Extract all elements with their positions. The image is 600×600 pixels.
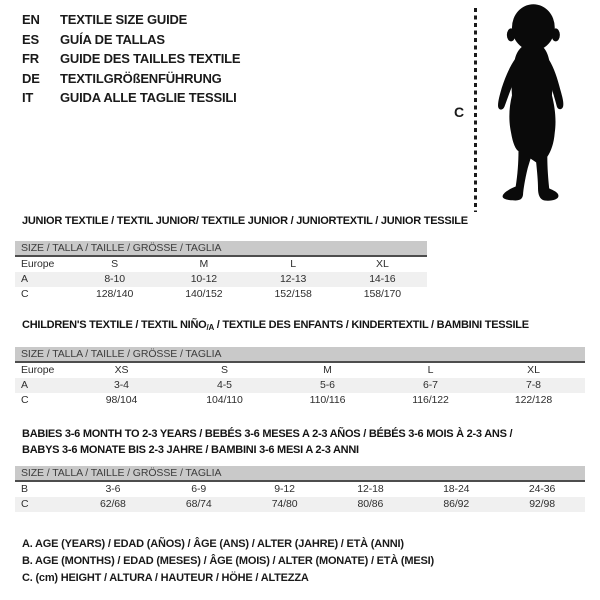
- language-title-block: [22, 10, 240, 108]
- table-cell: 68/74: [185, 498, 212, 510]
- height-measure-label: C: [454, 104, 465, 120]
- table-cell: 3-4: [114, 379, 129, 391]
- lang-title: GUIDE DES TAILLES TEXTILE: [60, 51, 241, 66]
- children-size-table: [15, 347, 585, 408]
- table-cell: 98/104: [105, 394, 138, 406]
- row-label: C: [21, 288, 29, 300]
- lang-code: IT: [22, 90, 34, 105]
- row-label: Europe: [21, 364, 55, 376]
- table-row: [15, 257, 427, 272]
- table-cell: 6-7: [423, 379, 438, 391]
- toddler-silhouette-svg: [485, 2, 578, 212]
- size-header-bar: SIZE / TALLA / TAILLE / GRÖSSE / TAGLIA: [15, 466, 585, 482]
- table-row: [15, 378, 585, 393]
- lang-row-es: [22, 30, 240, 50]
- table-cell: 128/140: [95, 288, 134, 300]
- table-cell: 5-6: [320, 379, 335, 391]
- table-row: [15, 393, 585, 408]
- table-cell: L: [427, 364, 434, 376]
- lang-title: GUIDA ALLE TAGLIE TESSILI: [60, 90, 237, 105]
- table-cell: M: [323, 364, 332, 376]
- footnote-a: A. AGE (YEARS) / EDAD (AÑOS) / ÂGE (ANS) / ALTER (JAHRE) / ETÀ (ANNI): [22, 538, 404, 550]
- junior-size-table: [15, 241, 427, 302]
- row-label: C: [21, 394, 29, 406]
- children-section-title: [22, 319, 529, 332]
- table-cell: 152/158: [274, 288, 312, 300]
- children-title-pre: CHILDREN'S TEXTILE / TEXTIL NIÑO: [22, 319, 207, 331]
- table-cell: 92/98: [529, 498, 555, 510]
- table-cell: M: [199, 258, 209, 270]
- table-cell: 3-6: [105, 483, 121, 495]
- table-cell: 12-13: [279, 273, 307, 285]
- table-cell: 158/170: [363, 288, 401, 300]
- lang-code: DE: [22, 70, 40, 86]
- table-cell: S: [221, 364, 228, 376]
- lang-row-de: [22, 69, 240, 89]
- table-cell: 6-9: [191, 483, 207, 495]
- table-cell: 110/116: [309, 394, 346, 406]
- table-cell: 86/92: [443, 498, 470, 510]
- table-cell: XL: [376, 258, 389, 270]
- height-measure-line: [474, 8, 477, 212]
- table-cell: 140/152: [185, 288, 223, 300]
- table-cell: 62/68: [100, 498, 126, 510]
- row-label: A: [21, 273, 28, 285]
- row-label: C: [21, 498, 29, 510]
- table-row: [15, 363, 585, 378]
- table-cell: 122/128: [514, 394, 553, 406]
- table-cell: S: [111, 258, 119, 270]
- children-title-sub: /A: [206, 323, 214, 332]
- table-cell: 12-18: [357, 483, 384, 495]
- row-label: B: [21, 483, 28, 495]
- table-row: [15, 272, 427, 287]
- table-cell: 116/122: [412, 394, 449, 406]
- table-cell: 80/86: [357, 498, 384, 510]
- table-row: [15, 287, 427, 302]
- table-cell: L: [290, 258, 296, 270]
- table-cell: XL: [527, 364, 540, 376]
- lang-code: EN: [22, 12, 40, 27]
- babies-size-table: [15, 466, 585, 512]
- lang-row-fr: [22, 49, 240, 69]
- table-cell: XS: [114, 364, 129, 376]
- row-label: A: [21, 379, 28, 391]
- size-header-bar: SIZE / TALLA / TAILLE / GRÖSSE / TAGLIA: [15, 241, 427, 257]
- table-cell: 7-8: [526, 379, 541, 391]
- size-header-bar: SIZE / TALLA / TAILLE / GRÖSSE / TAGLIA: [15, 347, 585, 363]
- children-title-post: / TEXTILE DES ENFANTS / KINDERTEXTIL / BAMBINI TESSILE: [213, 319, 529, 331]
- table-cell: 104/110: [206, 394, 243, 406]
- table-row: [15, 497, 585, 512]
- lang-title: TEXTILGRÖßENFÜHRUNG: [60, 70, 222, 86]
- table-cell: 18-24: [443, 483, 470, 495]
- table-row: [15, 482, 585, 497]
- table-cell: 24-36: [528, 483, 556, 495]
- table-cell: 14-16: [369, 273, 396, 285]
- lang-row-en: [22, 10, 240, 30]
- lang-title: TEXTILE SIZE GUIDE: [60, 12, 188, 27]
- lang-code: FR: [22, 51, 39, 66]
- lang-code: ES: [22, 31, 39, 47]
- junior-section-title: JUNIOR TEXTILE / TEXTIL JUNIOR/ TEXTILE JUNIOR / JUNIORTEXTIL / JUNIOR TESSILE: [22, 215, 468, 227]
- table-cell: 8-10: [104, 273, 125, 285]
- toddler-silhouette: [485, 2, 578, 217]
- babies-section-title: [22, 426, 512, 458]
- footnote-b: B. AGE (MONTHS) / EDAD (MESES) / ÂGE (MOIS) / ALTER (MONATE) / ETÀ (MESI): [22, 555, 434, 567]
- babies-title-line1: BABIES 3-6 MONTH TO 2-3 YEARS / BEBÉS 3-6 MESES A 2-3 AÑOS / BÉBÉS 3-6 MOIS À 2-3 ANS /: [22, 428, 513, 440]
- lang-title: GUÍA DE TALLAS: [60, 31, 165, 47]
- table-cell: 4-5: [217, 379, 232, 391]
- babies-title-line2: BABYS 3-6 MONATE BIS 2-3 JAHRE / BAMBINI 3-6 MESI A 2-3 ANNI: [22, 444, 359, 456]
- row-label: Europe: [21, 258, 55, 270]
- table-cell: 74/80: [271, 498, 298, 510]
- footnote-c: C. (cm) HEIGHT / ALTURA / HAUTEUR / HÖHE / ALTEZZA: [22, 572, 309, 584]
- footnotes: [22, 536, 434, 587]
- lang-row-it: [22, 88, 240, 108]
- table-cell: 9-12: [274, 483, 295, 495]
- table-cell: 10-12: [190, 273, 218, 285]
